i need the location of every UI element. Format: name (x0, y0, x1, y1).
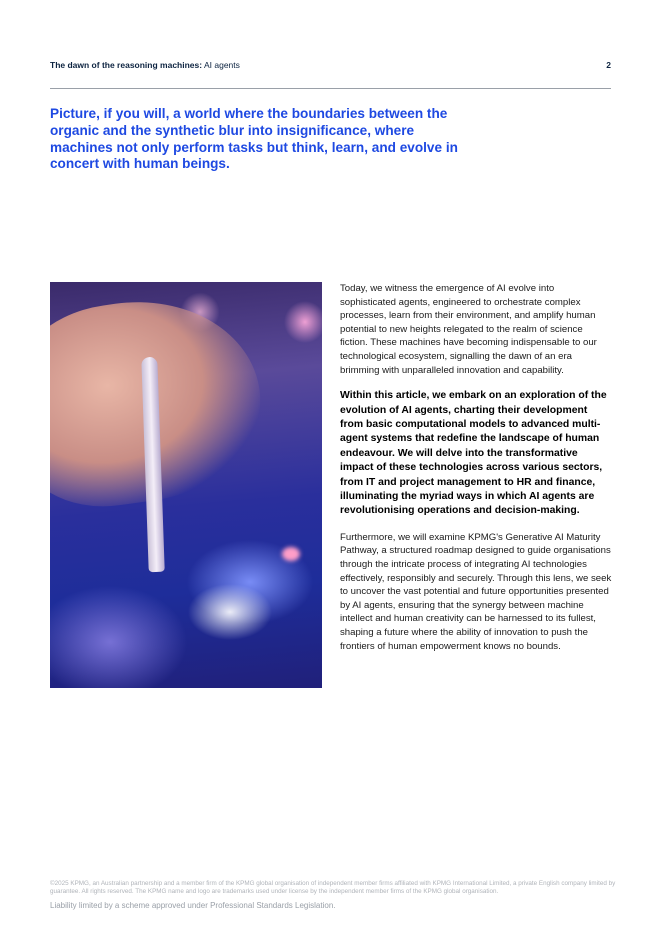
body-paragraph-1: Today, we witness the emergence of AI evolve into sophisticated agents, engineered to orchestrate complex processes, learn from their environment, and amplify human potential to new heights relegated to the realm of science fiction. These machines have becoming indispensable to our technological ecosystem, signalling the dawn of an era brimming with unparalleled innovation and capability. (340, 283, 597, 376)
footer-legal: ©2025 KPMG, an Australian partnership and a member firm of the KPMG global organisation of independent member firms affiliated with KPMG International Limited, a private English company limited by guarantee. All rights reserved. The KPMG name and logo are trademarks used under license by the independent member firms of the KPMG global organisation. (50, 880, 616, 895)
page-header (50, 60, 611, 70)
page-number: 2 (606, 60, 611, 70)
body-paragraph-3: Furthermore, we will examine KPMG's Generative AI Maturity Pathway, a structured roadmap designed to guide organisations through the intricate process of integrating AI technologies effectively, responsibly and securely. Through this lens, we seek to uncover the vast potential and future opportunities presented by AI agents, ensuring that the synergy between machine intellect and human creativity can be harnessed to its fullest, shaping a future where the ability of innovation to push the frontiers of human empowerment knows no bounds. (340, 531, 612, 652)
body-paragraph-2: Within this article, we embark on an exploration of the evolution of AI agents, charting their development from basic computational models to advanced multi-agent systems that redefine the landscape of human endeavour. We will delve into the transformative impact of these technologies across various sectors, from IT and project management to HR and finance, illuminating the myriad ways in which AI agents are revolutionising operations and decision-making. (340, 390, 607, 517)
footer-liability: Liability limited by a scheme approved under Professional Standards Legislation. (50, 901, 336, 910)
glow-spot (282, 547, 300, 561)
body-column (340, 282, 612, 665)
header-title-regular: AI agents (202, 60, 240, 70)
hero-image (50, 282, 322, 688)
header-divider (50, 88, 611, 89)
intro-quote: Picture, if you will, a world where the boundaries between the organic and the synthetic blur into insignificance, where machines not only perform tasks but think, learn, and evolve in concert with human beings. (50, 106, 458, 172)
header-title-bold: The dawn of the reasoning machines: (50, 60, 203, 70)
